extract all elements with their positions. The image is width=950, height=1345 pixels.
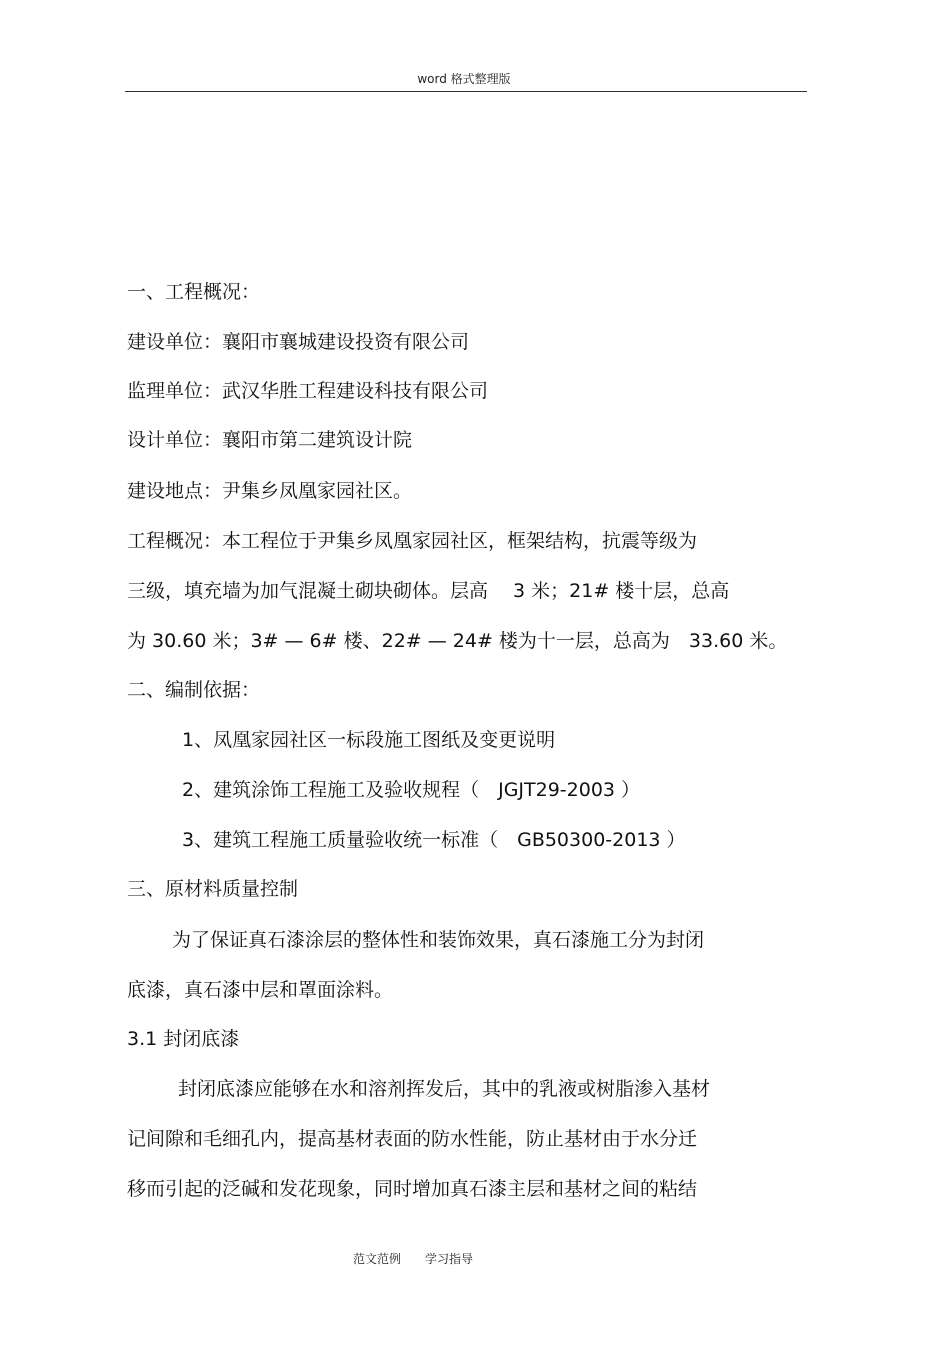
- text-line: 记间隙和毛细孔内，提高基材表面的防水性能，防止基材由于水分迁: [127, 1128, 698, 1150]
- list-item: 1、凤凰家园社区一标段施工图纸及变更说明: [182, 729, 556, 751]
- text-line: 封闭底漆应能够在水和溶剂挥发后，其中的乳液或树脂渗入基材: [178, 1078, 711, 1100]
- text-line: 为了保证真石漆涂层的整体性和装饰效果，真石漆施工分为封闭: [172, 929, 705, 951]
- text-line: 建设单位：襄阳市襄城建设投资有限公司: [127, 331, 470, 353]
- list-item: 3、建筑工程施工质量验收统一标准（ GB50300-2013 ）: [182, 829, 686, 851]
- text-line: 底漆，真石漆中层和罩面涂料。: [127, 979, 394, 1001]
- header-title: word 格式整理版: [417, 72, 511, 86]
- text-line: 移而引起的泛碱和发花现象，同时增加真石漆主层和基材之间的粘结: [127, 1178, 698, 1200]
- header-divider: [125, 91, 807, 92]
- text-line: 监理单位：武汉华胜工程建设科技有限公司: [127, 380, 489, 402]
- page-footer: 范文范例 学习指导: [352, 1252, 473, 1266]
- text-line: 为 30.60 米；3# — 6# 楼、22# — 24# 楼为十一层，总高为 33.60 米。: [127, 630, 788, 652]
- section-heading-basis: 二、编制依据：: [127, 679, 261, 701]
- text-line: 建设地点：尹集乡凤凰家园社区。: [127, 480, 413, 502]
- section-heading-overview: 一、工程概况：: [127, 281, 261, 303]
- text-line: 三级，填充墙为加气混凝土砌块砌体。层高 3 米；21# 楼十层，总高: [127, 580, 730, 602]
- list-item: 2、建筑涂饰工程施工及验收规程（ JGJT29-2003 ）: [182, 779, 641, 801]
- text-line: 设计单位：襄阳市第二建筑设计院: [127, 429, 413, 451]
- text-line: 工程概况：本工程位于尹集乡凤凰家园社区，框架结构，抗震等级为: [127, 530, 698, 552]
- subsection-heading: 3.1 封闭底漆: [127, 1028, 240, 1050]
- section-heading-materials: 三、原材料质量控制: [127, 878, 299, 900]
